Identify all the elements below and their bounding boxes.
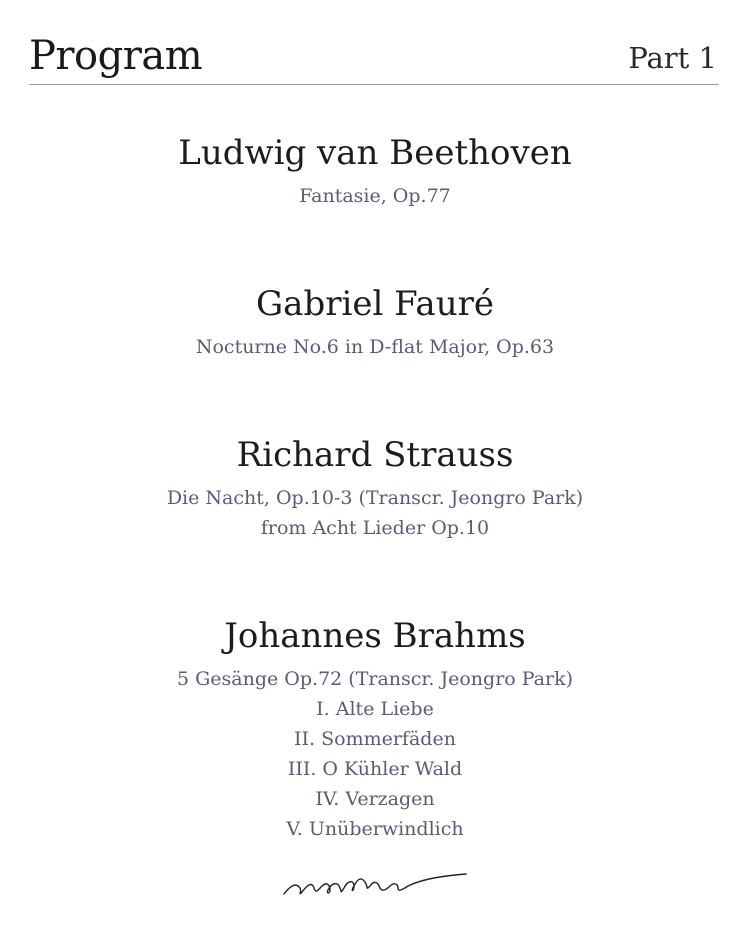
movement-item: V. Unüberwindlich: [286, 818, 464, 840]
work-subtitle: from Acht Lieder Op.10: [260, 517, 490, 539]
program-entry-faure: [0, 284, 750, 362]
composer-name: Gabriel Fauré: [256, 284, 494, 324]
composer-name: Johannes Brahms: [224, 616, 526, 656]
movement-item: II. Sommerfäden: [294, 728, 456, 750]
part-label: Part 1: [628, 41, 717, 75]
work-title: Fantasie, Op.77: [299, 185, 451, 207]
work-title: 5 Gesänge Op.72 (Transcr. Jeongro Park): [176, 668, 574, 690]
work-list: [0, 181, 750, 211]
composer-name: Ludwig van Beethoven: [178, 133, 572, 173]
program-entry-brahms: [0, 616, 750, 844]
program-entry-strauss: [0, 435, 750, 543]
signature-flourish-icon: [280, 868, 470, 904]
composer-name: Richard Strauss: [236, 435, 514, 475]
movement-item: IV. Verzagen: [315, 788, 435, 810]
program-entry-beethoven: [0, 133, 750, 211]
work-list: [0, 483, 750, 543]
work-list: [0, 332, 750, 362]
work-title: Die Nacht, Op.10-3 (Transcr. Jeongro Park): [166, 487, 584, 509]
movement-item: I. Alte Liebe: [316, 698, 434, 720]
page-title: Program: [29, 33, 203, 79]
work-list: [0, 664, 750, 844]
movement-item: III. O Kühler Wald: [287, 758, 463, 780]
program-header: [29, 26, 719, 85]
work-title: Nocturne No.6 in D-flat Major, Op.63: [195, 336, 555, 358]
